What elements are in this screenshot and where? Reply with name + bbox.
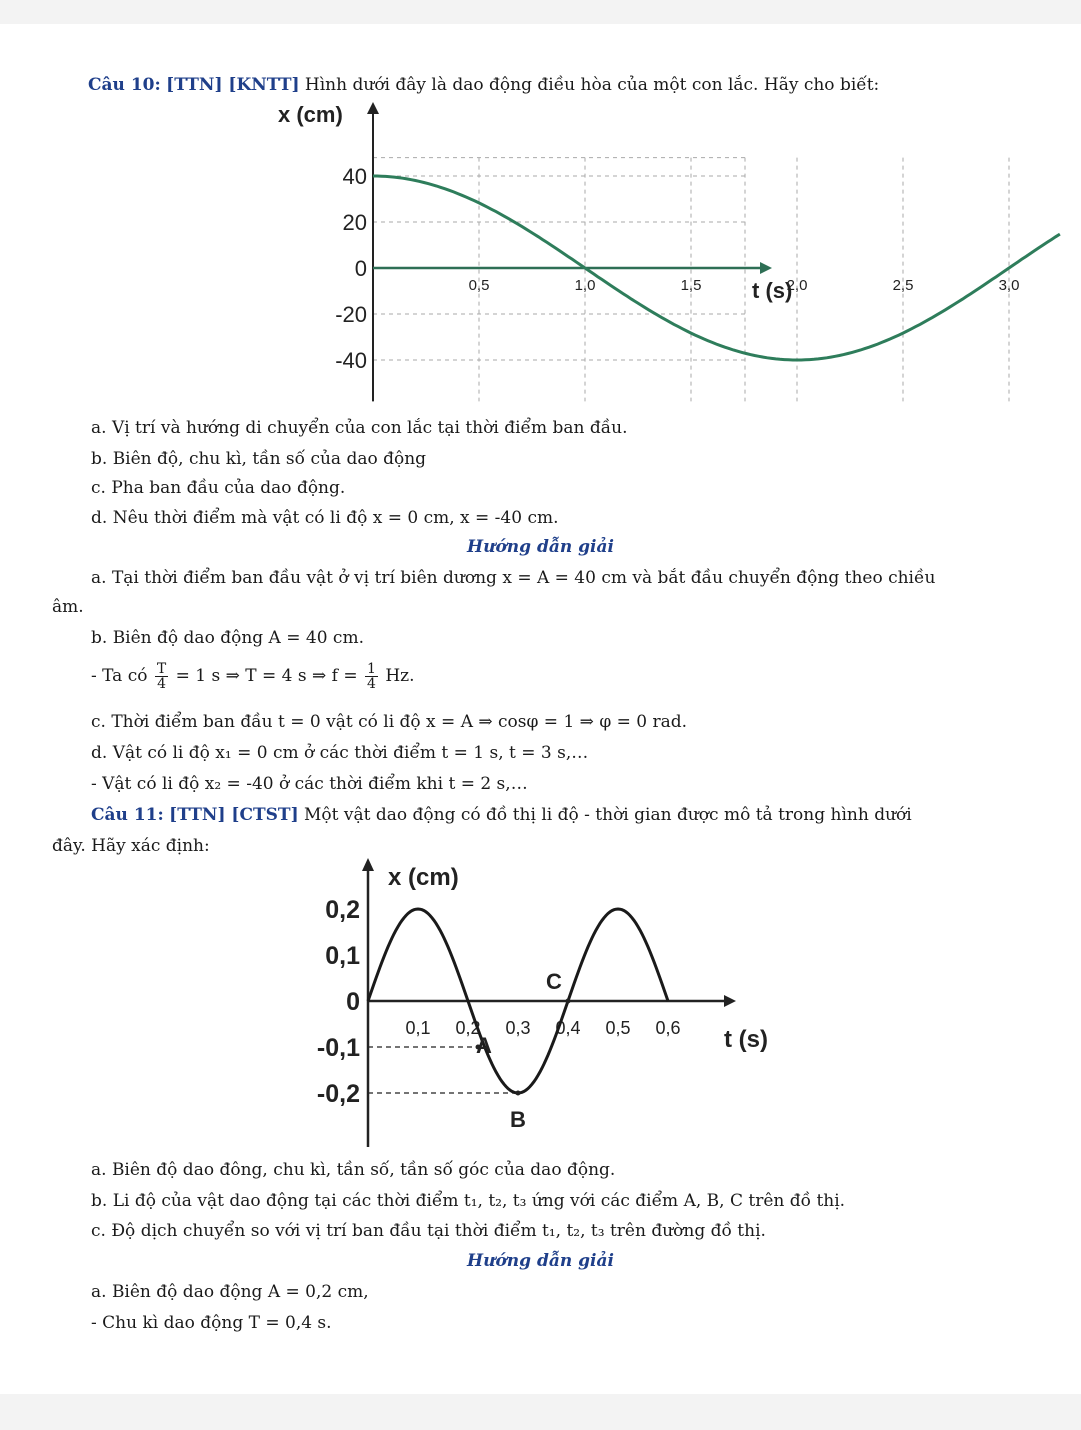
y-tick-label: 0 (354, 256, 367, 281)
x-tick-label: 0,5 (605, 1018, 631, 1038)
x-tick-label: 1,0 (574, 277, 596, 294)
q11-guide-title: Hướng dẫn giải (467, 1251, 614, 1271)
y-axis-arrow (362, 858, 374, 871)
q11-text: Một vật dao động có đồ thị li độ - thời gian được mô tả trong hình dưới (304, 805, 912, 825)
y-tick-label: 20 (342, 210, 367, 235)
x-tick-label: 2,0 (786, 277, 808, 294)
q10-sol-a-line1: a. Tại thời điểm ban đầu vật ở vị trí biên dương x = A = 40 cm và bắt đầu chuyển động theo chiều (91, 568, 936, 588)
x-axis-arrow (724, 995, 736, 1007)
fraction-numerator: 1 (367, 661, 376, 677)
q11-sol-a: a. Biên độ dao động A = 0,2 cm, (91, 1282, 369, 1302)
x-axis-arrow (760, 262, 772, 274)
y-tick-label: 0,2 (325, 896, 360, 924)
point-B (516, 1091, 521, 1096)
q11-prompt-line1 (91, 804, 912, 826)
q10-guide-title: Hướng dẫn giải (467, 537, 614, 557)
fraction-numerator: T (156, 661, 167, 677)
y-tick-label: -0,1 (316, 1034, 360, 1062)
q10-sol-a-line2: âm. (52, 597, 84, 617)
y-tick-label: 0 (346, 988, 360, 1016)
chart-1-ylabel: x (cm) (278, 102, 343, 127)
point-label-C: C (546, 969, 562, 994)
y-tick-label: 40 (342, 164, 367, 189)
x-tick-label: 1,5 (680, 277, 702, 294)
q10-item-b: b. Biên độ, chu kì, tần số của dao động (91, 449, 427, 469)
q10-sol-b: b. Biên độ dao động A = 40 cm. (91, 628, 364, 648)
q10-item-a: a. Vị trí và hướng di chuyển của con lắc tại thời điểm ban đầu. (91, 418, 628, 438)
chart-2-ylabel: x (cm) (388, 864, 459, 891)
q10-sol-period (91, 662, 415, 691)
chart-2-axes (362, 858, 736, 1147)
x-tick-label: 0,5 (468, 277, 490, 294)
fraction-1-over-4 (365, 662, 378, 691)
q10-tags: [TTN] [KNTT] (166, 75, 300, 95)
fraction-denominator: 4 (367, 676, 376, 692)
y-axis-arrow (367, 102, 379, 114)
point-C (566, 999, 571, 1004)
q10-label: Câu 10: (88, 75, 161, 95)
q10-item-d: d. Nêu thời điểm mà vật có li độ x = 0 cm, x = -40 cm. (91, 508, 559, 528)
chart-2 (280, 855, 800, 1155)
x-tick-label: 3,0 (998, 277, 1020, 294)
x-tick-label: 0,2 (455, 1018, 481, 1038)
q11-item-c: c. Độ dịch chuyển so với vị trí ban đầu tại thời điểm t₁, t₂, t₃ trên đường đồ thị. (91, 1221, 766, 1241)
chart-1-xlabel: t (s) (752, 278, 793, 303)
y-tick-label: -0,2 (316, 1080, 360, 1108)
q11-tags: [TTN] [CTST] (169, 805, 299, 825)
y-tick-label: -40 (335, 348, 367, 373)
q10-sol-d2: - Vật có li độ x₂ = -40 ở các thời điểm khi t = 2 s,… (91, 774, 528, 794)
q11-item-a: a. Biên độ dao đông, chu kì, tần số, tần số góc của dao động. (91, 1160, 616, 1180)
q10-text: Hình dưới đây là dao động điều hòa của một con lắc. Hãy cho biết: (304, 75, 880, 95)
frequency-unit: Hz. (385, 666, 415, 686)
q11-sol-period: - Chu kì dao động T = 0,4 s. (91, 1313, 332, 1333)
x-tick-label: 0,3 (505, 1018, 531, 1038)
point-label-A: A (476, 1033, 492, 1058)
y-tick-label: 0,1 (325, 942, 360, 970)
q11-label: Câu 11: (91, 805, 164, 825)
x-tick-label: 0,1 (405, 1018, 431, 1038)
chart-2-xlabel: t (s) (724, 1026, 768, 1053)
point-label-B: B (510, 1107, 526, 1132)
x-tick-label: 0,4 (555, 1018, 581, 1038)
fraction-t-over-4 (155, 662, 168, 691)
x-tick-label: 0,6 (655, 1018, 681, 1038)
q11-prompt-line2: đây. Hãy xác định: (52, 836, 210, 856)
period-equation: = 1 s ⇒ T = 4 s ⇒ f = (175, 666, 358, 686)
chart-1 (270, 100, 1020, 420)
y-tick-label: -20 (335, 302, 367, 327)
q10-prompt (88, 74, 879, 96)
chart-1-axes (367, 102, 772, 401)
q11-item-b: b. Li độ của vật dao động tại các thời điểm t₁, t₂, t₃ ứng với các điểm A, B, C trên đồ thị. (91, 1191, 846, 1211)
q10-sol-d1: d. Vật có li độ x₁ = 0 cm ở các thời điểm t = 1 s, t = 3 s,… (91, 743, 589, 763)
period-prefix: - Ta có (91, 666, 148, 686)
q10-item-c: c. Pha ban đầu của dao động. (91, 478, 346, 498)
fraction-denominator: 4 (157, 676, 166, 692)
q10-sol-c: c. Thời điểm ban đầu t = 0 vật có li độ x = A ⇒ cosφ = 1 ⇒ φ = 0 rad. (91, 712, 688, 732)
x-tick-label: 2,5 (892, 277, 914, 294)
